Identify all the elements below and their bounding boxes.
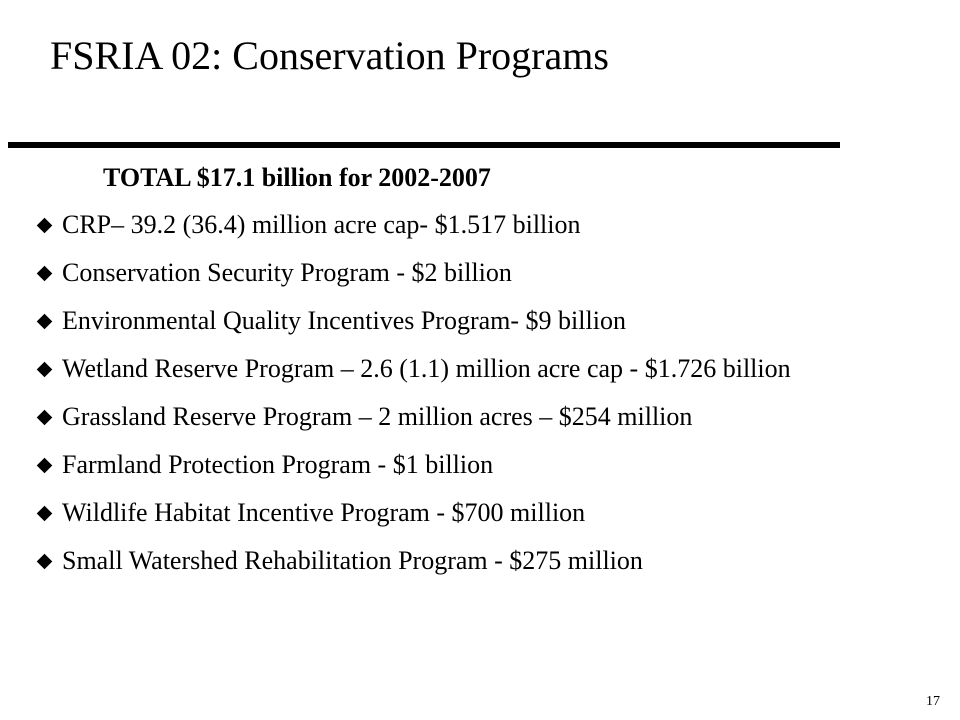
diamond-bullet-icon — [37, 410, 53, 426]
diamond-bullet-icon — [37, 506, 53, 522]
program-item-csp — [38, 256, 938, 290]
program-item-crp — [38, 208, 938, 242]
program-item-swrp — [38, 544, 938, 578]
total-funding-heading: TOTAL $17.1 billion for 2002-2007 — [103, 163, 491, 192]
program-item-text: Farmland Protection Program - $1 billion — [62, 450, 494, 479]
program-item-wrp — [38, 352, 938, 386]
program-item-text: Wetland Reserve Program – 2.6 (1.1) million acre cap - $1.726 billion — [62, 354, 791, 383]
program-item-fpp — [38, 448, 938, 482]
program-item-text: Environmental Quality Incentives Program- $9 billion — [62, 306, 626, 335]
program-item-text: Small Watershed Rehabilitation Program - $275 million — [62, 546, 643, 575]
diamond-bullet-icon — [37, 362, 53, 378]
diamond-bullet-icon — [37, 266, 53, 282]
diamond-bullet-icon — [37, 458, 53, 474]
program-item-text: Wildlife Habitat Incentive Program - $700 million — [62, 498, 586, 527]
program-item-eqip — [38, 304, 938, 338]
diamond-bullet-icon — [37, 554, 53, 570]
title-divider — [8, 142, 840, 148]
page-number: 17 — [926, 694, 940, 709]
program-item-text: CRP– 39.2 (36.4) million acre cap- $1.517 billion — [62, 210, 581, 239]
diamond-bullet-icon — [37, 218, 53, 234]
slide-title: FSRIA 02: Conservation Programs — [50, 33, 609, 78]
program-item-text: Conservation Security Program - $2 billion — [62, 258, 512, 287]
program-list — [38, 208, 938, 592]
program-item-grp — [38, 400, 938, 434]
diamond-bullet-icon — [37, 314, 53, 330]
program-item-whip — [38, 496, 938, 530]
program-item-text: Grassland Reserve Program – 2 million acres – $254 million — [62, 402, 693, 431]
